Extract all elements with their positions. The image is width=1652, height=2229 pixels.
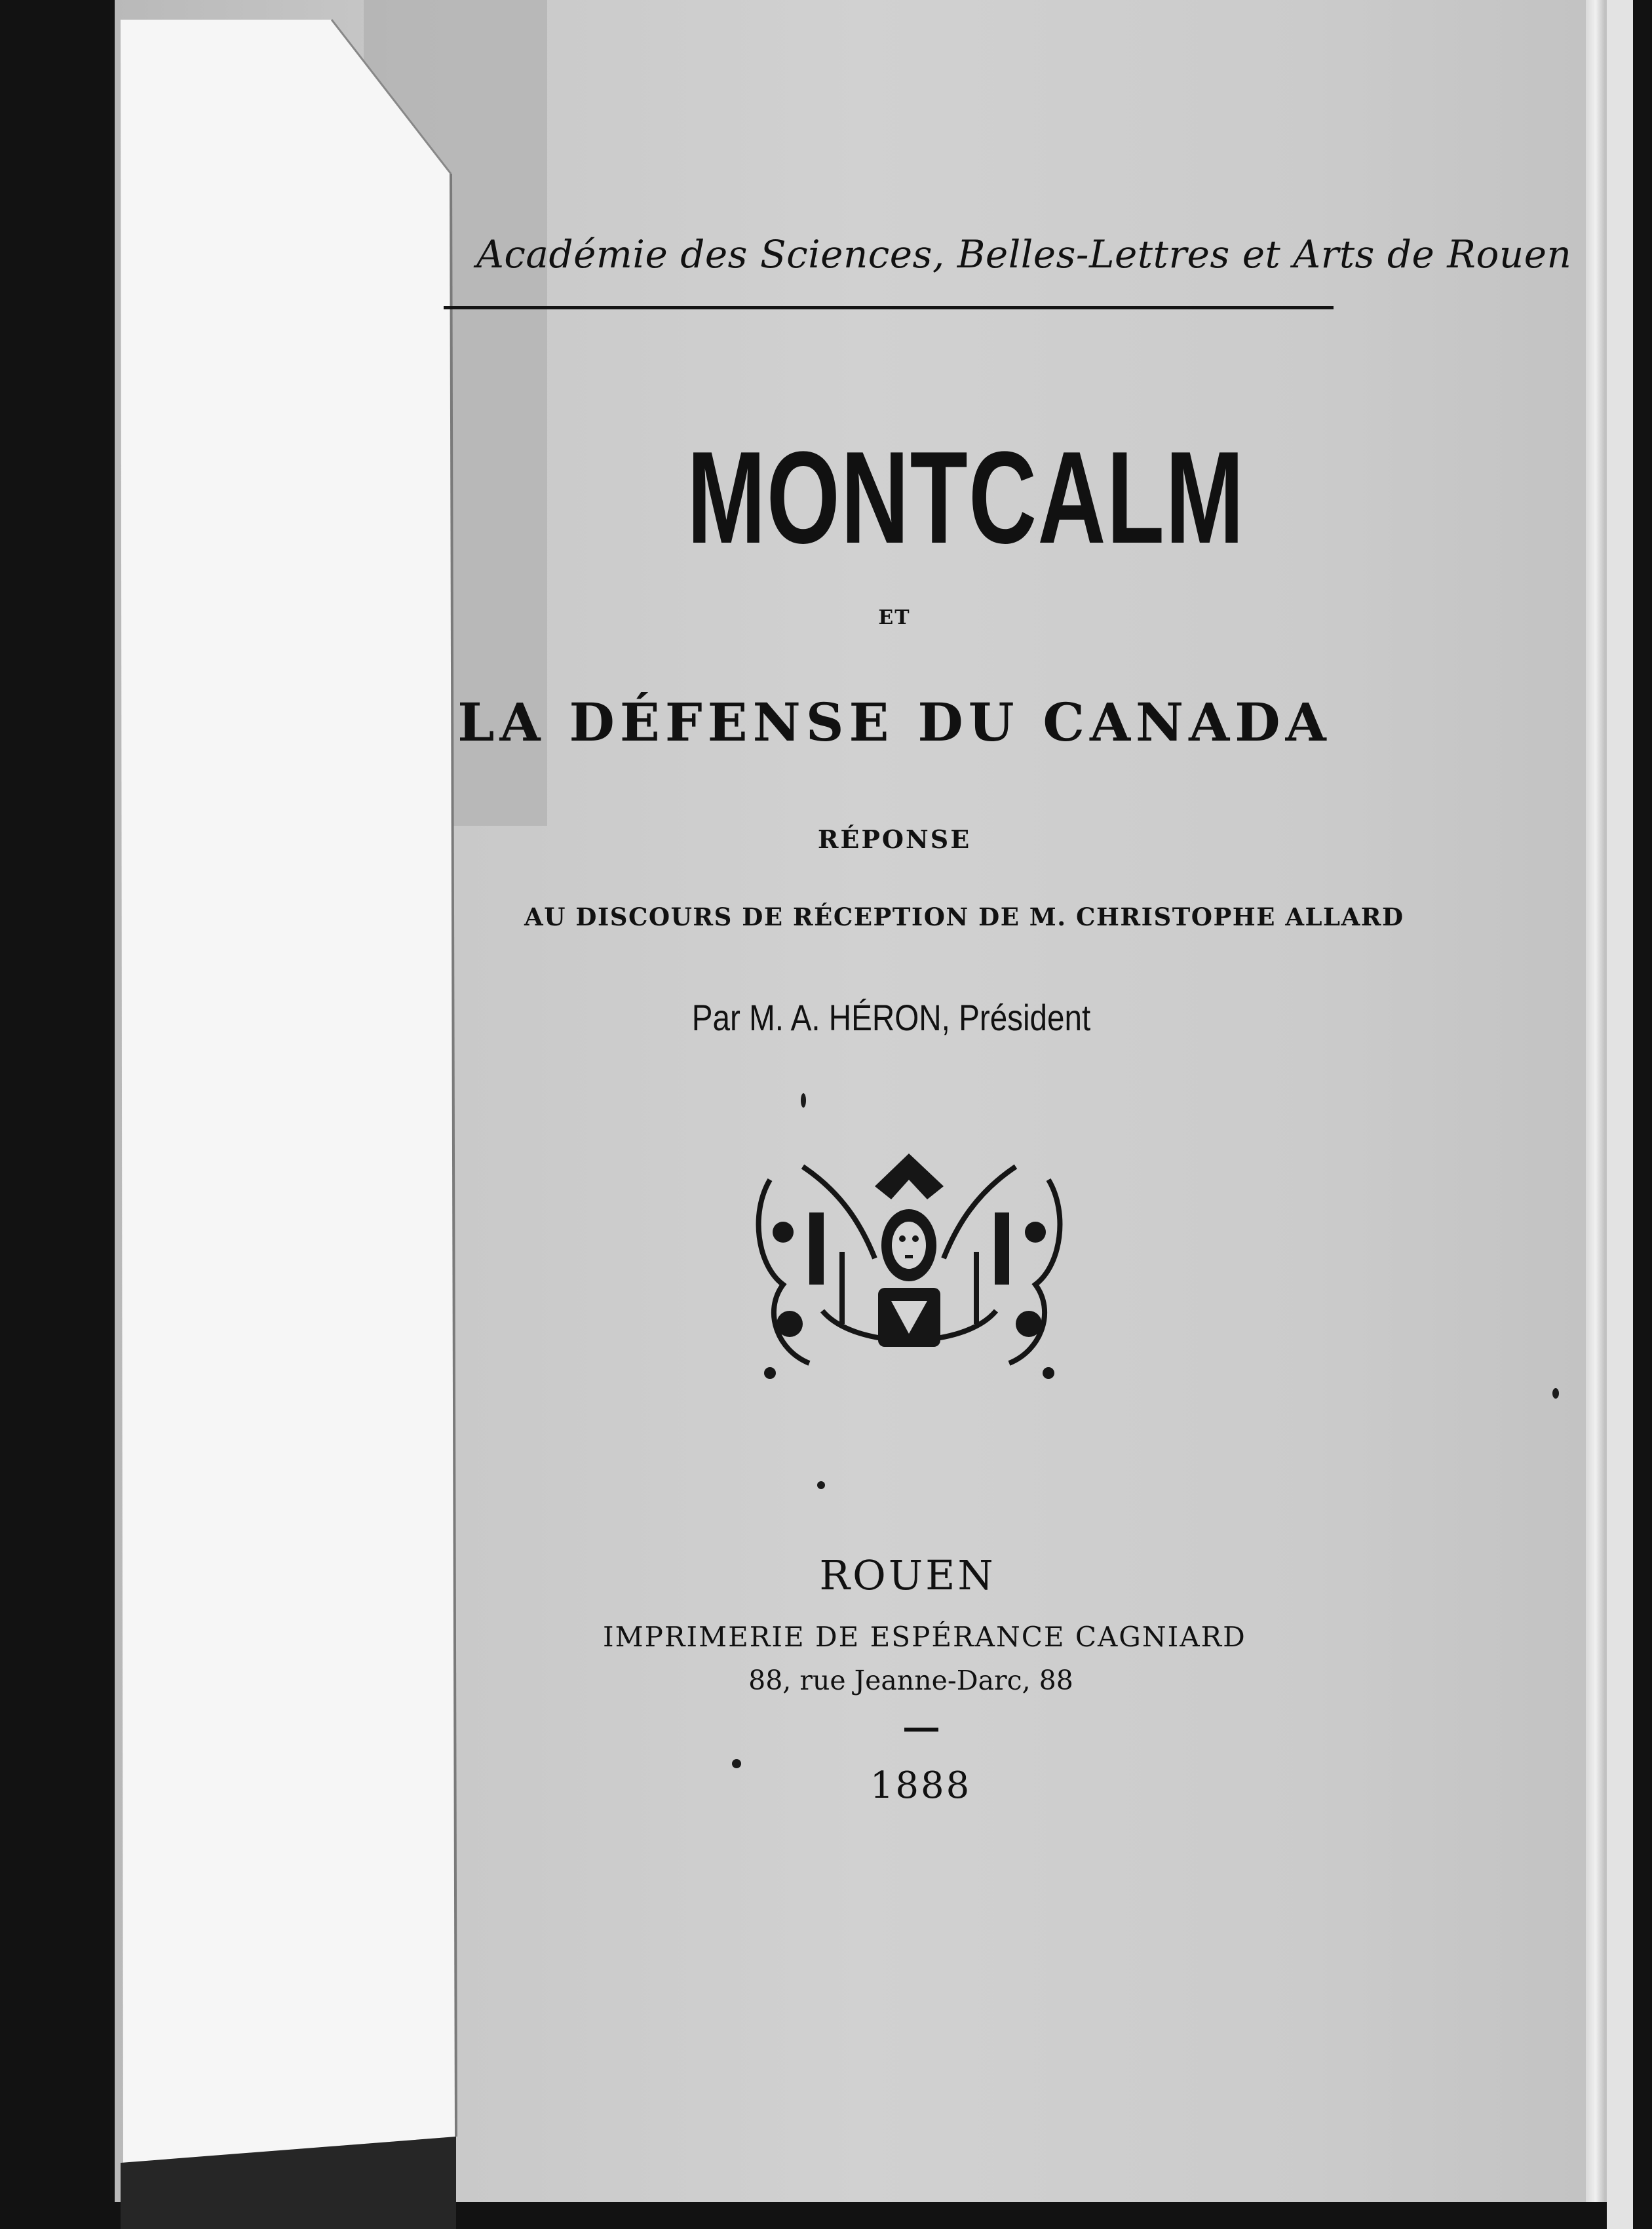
title-conjunction: ET xyxy=(878,606,911,629)
speck xyxy=(732,1759,741,1768)
main-title: MONTCALM xyxy=(687,425,1245,571)
response-label: RÉPONSE xyxy=(817,824,972,854)
printers-mark-vignette-icon xyxy=(744,1153,1075,1383)
speck xyxy=(801,1093,806,1108)
author-line: Par M. A. HÉRON, Président xyxy=(691,997,1091,1038)
subtitle: LA DÉFENSE DU CANADA xyxy=(457,691,1332,753)
page-edge-outer xyxy=(1607,0,1633,2229)
speck xyxy=(1552,1388,1559,1399)
academy-heading: Académie des Sciences, Belles-Lettres et Arts de Rouen xyxy=(476,232,1572,277)
imprint-dash xyxy=(904,1728,938,1732)
header-rule xyxy=(444,306,1334,309)
imprint-year: 1888 xyxy=(870,1764,972,1807)
imprint-printer: IMPRIMERIE DE ESPÉRANCE CAGNIARD xyxy=(603,1621,1246,1653)
imprint-address: 88, rue Jeanne-Darc, 88 xyxy=(748,1665,1073,1696)
speck xyxy=(817,1481,825,1489)
page-edge xyxy=(1586,0,1605,2202)
imprint-city: ROUEN xyxy=(819,1551,996,1599)
discourse-line: AU DISCOURS DE RÉCEPTION DE M. CHRISTOPHE ALLARD xyxy=(524,902,1404,931)
